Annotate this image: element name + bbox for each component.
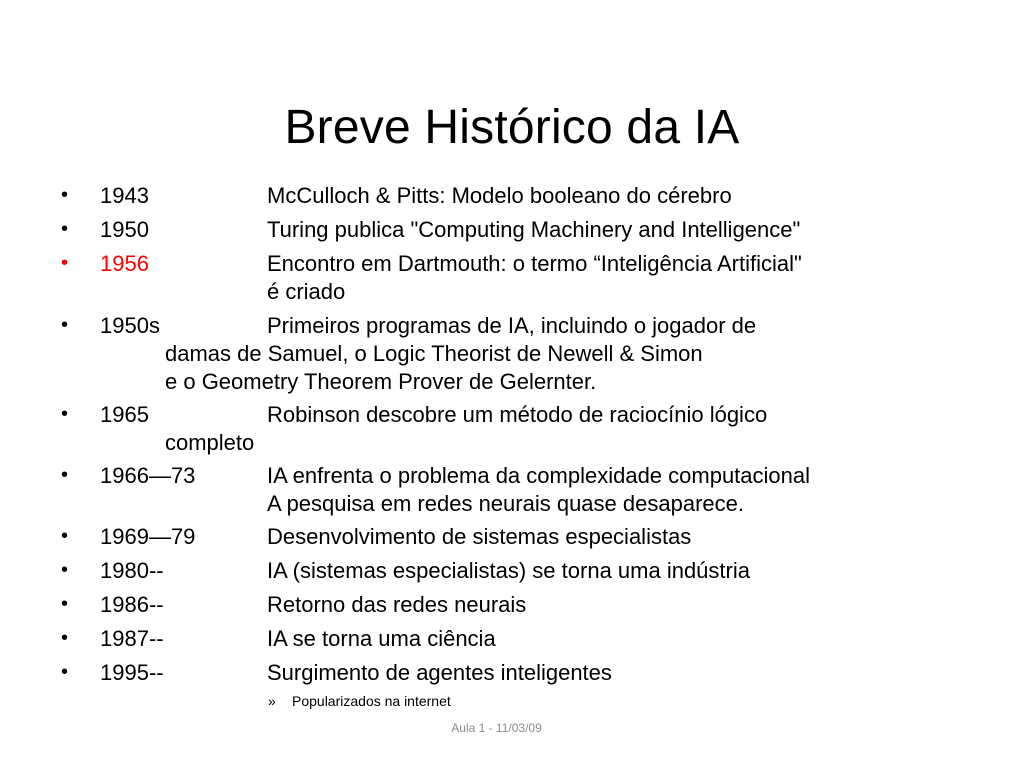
item-description: IA (sistemas especialistas) se torna uma indústria — [267, 558, 750, 583]
sub-bullet-icon: » — [268, 693, 276, 709]
bullet-icon: • — [61, 525, 69, 547]
item-year: 1986-- — [100, 592, 164, 617]
bullet-icon: • — [61, 218, 69, 240]
bullet-icon: • — [61, 559, 69, 581]
item-description: Encontro em Dartmouth: o termo “Inteligência Artificial" — [267, 251, 802, 276]
item-year: 1965 — [100, 402, 149, 427]
bullet-icon: • — [61, 184, 69, 206]
bullet-icon: • — [61, 593, 69, 615]
bullet-icon: • — [61, 314, 69, 336]
slide-title: Breve Histórico da IA — [284, 101, 740, 155]
item-year: 1943 — [100, 183, 149, 208]
item-year: 1950 — [100, 217, 149, 242]
bullet-icon: • — [61, 464, 69, 486]
item-description: Surgimento de agentes inteligentes — [267, 660, 612, 685]
sub-item-text: Popularizados na internet — [292, 693, 451, 709]
item-description: McCulloch & Pitts: Modelo booleano do cérebro — [267, 183, 732, 208]
slide-footer: Aula 1 - 11/03/09 — [451, 721, 542, 735]
item-description: Desenvolvimento de sistemas especialistas — [267, 524, 692, 549]
item-description: IA enfrenta o problema da complexidade computacional — [267, 463, 811, 488]
item-description: IA se torna uma ciência — [267, 626, 496, 651]
item-description-continued: completo — [165, 430, 255, 455]
item-description-continued: damas de Samuel, o Logic Theorist de Newell & Simon — [165, 341, 703, 366]
item-year: 1966—73 — [100, 463, 196, 488]
item-description-continued: e o Geometry Theorem Prover de Gelernter. — [165, 369, 597, 394]
item-year: 1969—79 — [100, 524, 196, 549]
item-year: 1987-- — [100, 626, 164, 651]
bullet-icon: • — [61, 627, 69, 649]
bullet-icon: • — [61, 403, 69, 425]
item-description-continued: é criado — [267, 279, 346, 304]
bullet-icon: • — [61, 252, 69, 274]
item-description: Robinson descobre um método de raciocínio lógico — [267, 402, 768, 427]
item-year: 1950s — [100, 313, 160, 338]
item-description: Primeiros programas de IA, incluindo o jogador de — [267, 313, 757, 338]
item-year: 1980-- — [100, 558, 164, 583]
item-year: 1956 — [100, 251, 149, 276]
item-description: Retorno das redes neurais — [267, 592, 527, 617]
item-description: Turing publica "Computing Machinery and Intelligence" — [267, 217, 801, 242]
sub-list-item — [268, 692, 451, 710]
item-description-continued: A pesquisa em redes neurais quase desaparece. — [267, 491, 744, 516]
bullet-icon: • — [61, 661, 69, 683]
item-year: 1995-- — [100, 660, 164, 685]
